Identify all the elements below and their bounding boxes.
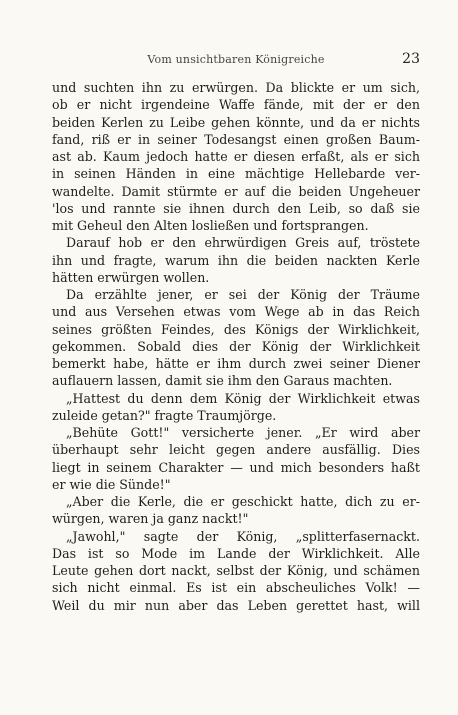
text-line: Weil du mir nun aber das Leben gerettet hast, will bbox=[52, 597, 420, 613]
text-line: Das ist so Mode im Lande der Wirklichkeit. Alle bbox=[52, 545, 420, 561]
text-line: hätten erwürgen wollen. bbox=[52, 269, 210, 285]
text-line: wandelte. Damit stürmte er auf die beiden Ungeheuer bbox=[52, 183, 420, 199]
page-number: 23 bbox=[402, 51, 420, 67]
text-line: „Aber die Kerle, die er geschickt hatte, dich zu er- bbox=[66, 494, 420, 509]
text-line: ihn und fragte, warum ihn die beiden nackten Kerle bbox=[52, 252, 420, 268]
text-line: er wie die Sünde!" bbox=[52, 476, 171, 492]
running-title: Vom unsichtbaren Königreiche bbox=[147, 53, 325, 66]
text-line: „Jawohl," sagte der König, „splitterfasernackt. bbox=[66, 528, 420, 544]
text-line: ast ab. Kaum jedoch hatte er diesen erfaßt, als er sich bbox=[52, 149, 420, 164]
text-line: liegt in seinem Charakter — und mich besonders haßt bbox=[52, 459, 420, 475]
text-line: würgen, waren ja ganz nackt!" bbox=[52, 511, 249, 527]
text-line: ob er nicht irgendeine Waffe fände, mit der er den bbox=[52, 97, 420, 113]
body-text bbox=[52, 79, 420, 614]
text-line: auflauern lassen, damit sie ihm den Garaus machten. bbox=[52, 373, 393, 389]
text-line: Darauf hob er den ehrwürdigen Greis auf, tröstete bbox=[66, 235, 420, 251]
text-line: zuleide getan?" fragte Traumjörge. bbox=[52, 407, 277, 423]
text-line: „Behüte Gott!" versicherte jener. „Er wird aber bbox=[66, 425, 420, 440]
text-line: in seinen Händen in eine mächtige Hellebarde ver- bbox=[52, 166, 420, 182]
page-header bbox=[52, 53, 420, 69]
text-line: Leute gehen dort nackt, selbst der König, und schämen bbox=[52, 563, 420, 578]
text-line: seines größten Feindes, des Königs der Wirklichkeit, bbox=[52, 321, 420, 337]
text-line: beiden Kerlen zu Leibe gehen könnte, und da er nichts bbox=[52, 114, 420, 130]
text-line: überhaupt sehr leicht gegen andere ausfällig. Dies bbox=[52, 442, 420, 458]
text-line: und aus Versehen etwas vom Wege ab in das Reich bbox=[52, 304, 420, 320]
text-line: und suchten ihn zu erwürgen. Da blickte er um sich, bbox=[52, 80, 420, 95]
text-line: fand, riß er in seiner Todesangst einen großen Baum- bbox=[52, 131, 420, 147]
text-line: „Hattest du denn dem König der Wirklichkeit etwas bbox=[66, 390, 420, 406]
text-line: 'los und rannte sie ihnen durch den Leib, so daß sie bbox=[52, 200, 420, 216]
text-line: Da erzählte jener, er sei der König der Träume bbox=[66, 287, 420, 302]
text-line: bemerkt habe, hätte er ihm durch zwei seiner Diener bbox=[52, 356, 420, 371]
text-line: gekommen. Sobald dies der König der Wirklichkeit bbox=[52, 338, 420, 354]
text-line: sich nicht einmal. Es ist ein abscheuliches Volk! — bbox=[52, 580, 420, 596]
text-line: mit Geheul den Alten losließen und fortsprangen. bbox=[52, 218, 369, 233]
